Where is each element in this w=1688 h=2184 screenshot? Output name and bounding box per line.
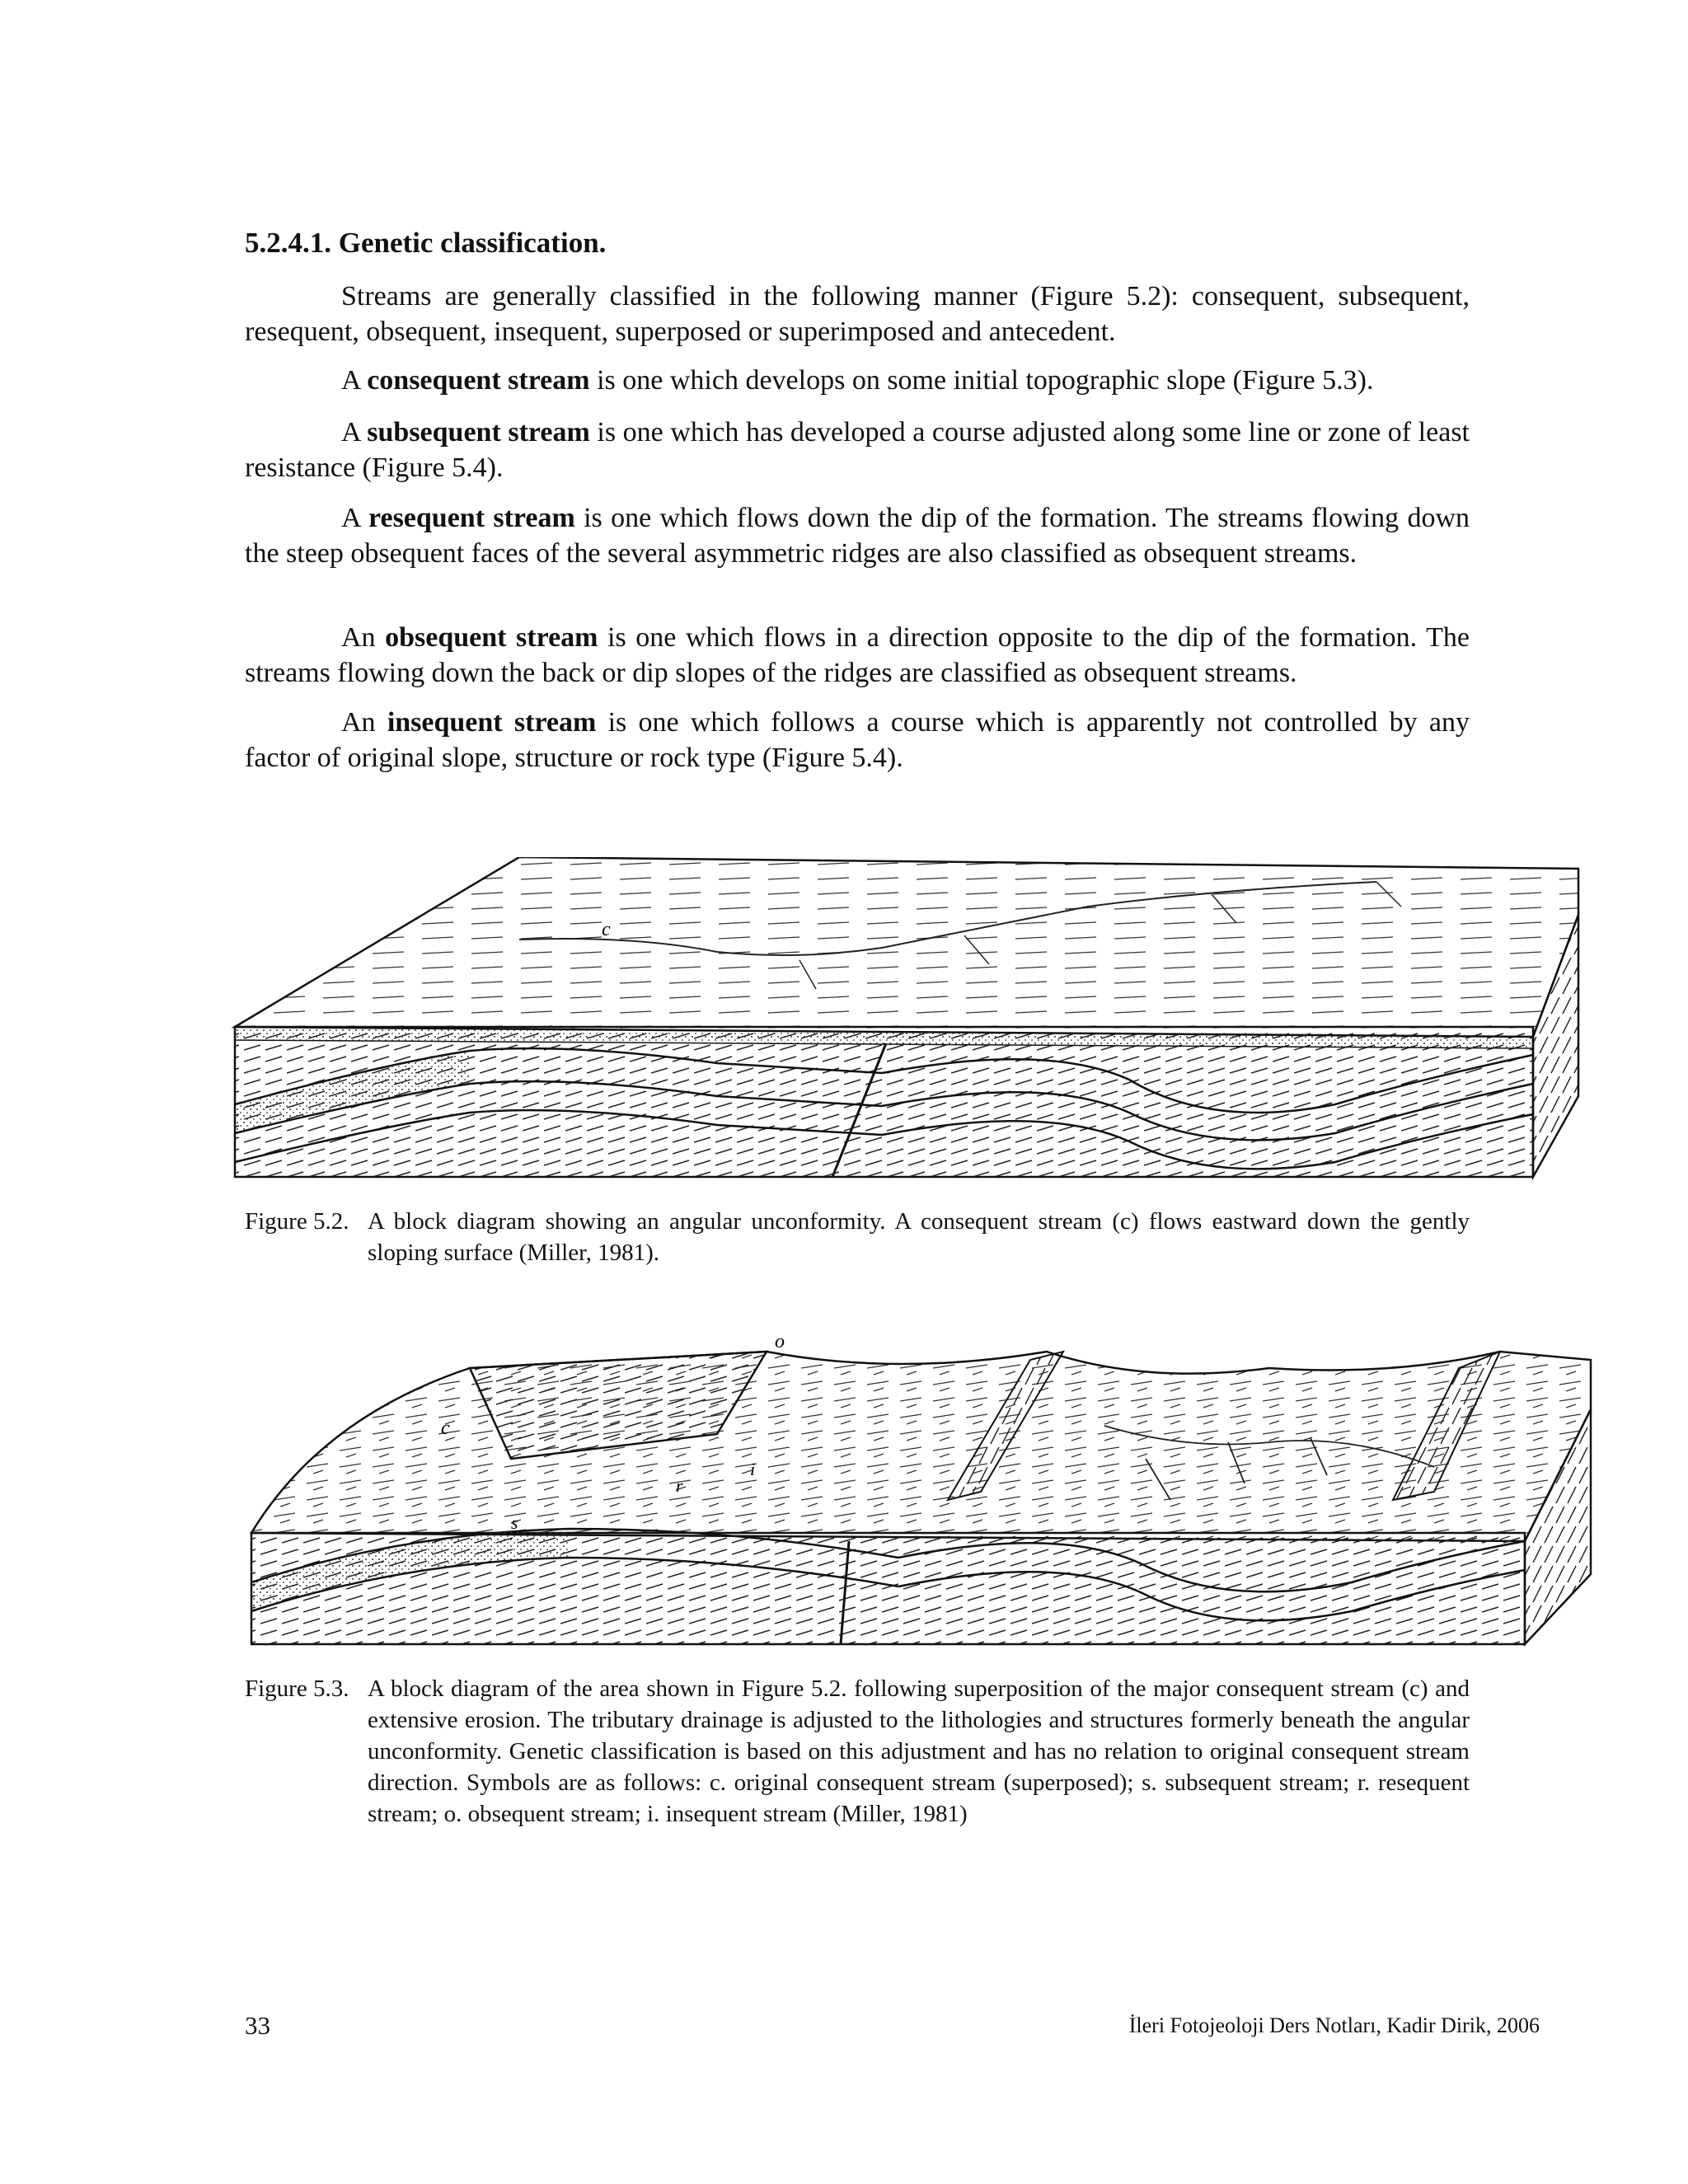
paragraph-consequent: A consequent stream is one which develops on some initial topographic slope (Figure 5.3). bbox=[341, 365, 1374, 396]
term-obsequent-stream: obsequent stream bbox=[385, 622, 598, 653]
figure-5-2-caption bbox=[245, 1206, 1470, 1268]
figure-5-2-caption-text: A block diagram showing an angular unconformity. A consequent stream (c) flows eastward down the gently sloping surface (Miller, 1981). bbox=[368, 1208, 1470, 1266]
figure-5-2-label: Figure 5.2. bbox=[245, 1208, 349, 1235]
fig53-marker-o: o bbox=[775, 1331, 785, 1352]
paragraph-classification: Streams are generally classified in the following manner (Figure 5.2): consequent, subsequent, resequent, obsequent, insequent, superposed or superimposed and antecedent. bbox=[245, 281, 1470, 347]
section-heading: 5.2.4.1. Genetic classification. bbox=[245, 227, 607, 259]
figure-5-3-caption-text: A block diagram of the area shown in Figure 5.2. following superposition of the major consequent stream (c) and extensive erosion. The tributary drainage is adjusted to the lithologies and structures formerly beneath the angular unconformity. Genetic classification is based on this adjustment and has no relation to original consequent stream direction. Symbols are as follows: c. original consequent stream (superposed); s. subsequent stream; r. resequent stream; o. obsequent stream; i. insequent stream (Miller, 1981) bbox=[368, 1675, 1470, 1827]
figure-5-3-block-diagram bbox=[239, 1327, 1599, 1657]
fig52-marker-c: c bbox=[602, 919, 611, 940]
paragraph-resequent: A resequent stream is one which flows down the dip of the formation. The streams flowing down the steep obsequent faces of the several asymmetric ridges are also classified as obsequent streams. bbox=[245, 503, 1470, 569]
term-resequent-stream: resequent stream bbox=[368, 503, 575, 533]
term-insequent-stream: insequent stream bbox=[387, 707, 597, 738]
fig53-marker-i: i bbox=[750, 1459, 756, 1479]
fig53-marker-c: c bbox=[441, 1418, 450, 1439]
fig53-marker-s: s bbox=[511, 1512, 518, 1533]
paragraph-insequent: An insequent stream is one which follows a course which is apparently not controlled by any factor of original slope, structure or rock type (Figure 5.4). bbox=[245, 707, 1470, 773]
term-consequent-stream: consequent stream bbox=[367, 365, 590, 396]
page-number: 33 bbox=[245, 2011, 270, 2040]
footer-source: İleri Fotojeoloji Ders Notları, Kadir Dirik, 2006 bbox=[1128, 2013, 1540, 2037]
paragraph-obsequent: An obsequent stream is one which flows in a direction opposite to the dip of the formation. The streams flowing down the back or dip slopes of the ridges are classified as obsequent streams. bbox=[245, 622, 1470, 688]
term-subsequent-stream: subsequent stream bbox=[367, 417, 590, 448]
paragraph-subsequent: A subsequent stream is one which has developed a course adjusted along some line or zone of least resistance (Figure 5.4). bbox=[245, 417, 1470, 483]
fig53-marker-r: r bbox=[676, 1475, 683, 1496]
figure-5-2-block-diagram bbox=[223, 857, 1591, 1195]
figure-5-3-caption bbox=[245, 1673, 1470, 1830]
figure-5-3-label: Figure 5.3. bbox=[245, 1675, 349, 1702]
